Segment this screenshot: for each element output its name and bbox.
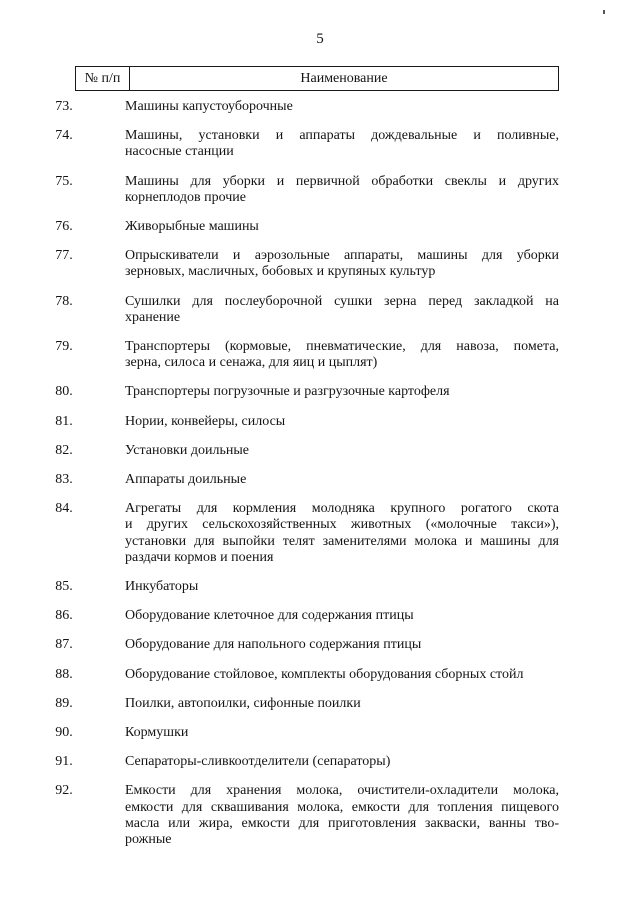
page-number: 5 xyxy=(316,31,324,47)
item-number: 76. xyxy=(55,219,73,235)
item-number: 75. xyxy=(55,173,73,189)
item-number: 80. xyxy=(55,384,73,400)
list-item xyxy=(0,294,640,326)
item-name-line: зерновых, масличных, бобовых и крупяных культур xyxy=(125,264,436,280)
item-name xyxy=(125,219,559,235)
item-name-line: Аппараты доильные xyxy=(125,472,247,488)
list-item xyxy=(0,696,640,712)
item-number: 92. xyxy=(55,783,73,799)
item-name-line: Кормушки xyxy=(125,725,189,741)
item-name-line: Транспортеры (кормовые, пневматические, для навоза, помета, xyxy=(125,339,559,355)
list-item xyxy=(0,667,640,683)
item-name-line: Оборудование клеточное для содержания птицы xyxy=(125,608,414,624)
item-number: 82. xyxy=(55,442,73,458)
item-name xyxy=(125,725,559,741)
list-item xyxy=(0,219,640,235)
item-name-line: Агрегаты для кормления молодняка крупного рогатого скота xyxy=(125,501,559,517)
item-name xyxy=(125,637,559,653)
item-name-line: масла или жира, емкости для приготовления закваски, ванны тво- xyxy=(125,815,559,831)
item-name xyxy=(125,248,559,280)
item-name-line: Оборудование для напольного содержания птицы xyxy=(125,637,422,653)
item-name-line: Емкости для хранения молока, очистители-охладители молока, xyxy=(125,783,559,799)
item-name xyxy=(125,174,559,206)
list-item xyxy=(0,608,640,624)
item-number: 79. xyxy=(55,339,73,355)
item-name xyxy=(125,99,559,115)
item-name xyxy=(125,667,559,683)
item-name xyxy=(125,754,559,770)
items-list xyxy=(0,99,640,861)
item-name xyxy=(125,501,559,566)
item-name xyxy=(125,783,559,848)
item-name xyxy=(125,128,559,160)
item-name-line: насосные станции xyxy=(125,144,234,160)
item-name xyxy=(125,579,559,595)
item-name-line: Оборудование стойловое, комплекты оборудования сборных стойл xyxy=(125,666,524,682)
item-number: 89. xyxy=(55,695,73,711)
item-name xyxy=(125,339,559,371)
item-name-line: Поилки, автопоилки, сифонные поилки xyxy=(125,695,361,711)
item-name-line: Машины, установки и аппараты дождевальные и поливные, xyxy=(125,128,559,144)
item-name-line: Сепараторы-сливкоотделители (сепараторы) xyxy=(125,754,391,770)
list-item xyxy=(0,339,640,371)
column-header-number: № п/п xyxy=(76,67,130,90)
item-name-line: Машины для уборки и первичной обработки свеклы и других xyxy=(125,173,559,189)
item-name xyxy=(125,294,559,326)
item-name-line: хранение xyxy=(125,309,181,325)
item-number: 87. xyxy=(55,637,73,653)
item-name-line: и других сельскохозяйственных животных («молочные такси»), xyxy=(125,517,559,533)
scan-mark xyxy=(603,10,605,14)
item-name-line: корнеплодов прочие xyxy=(125,189,246,205)
item-number: 73. xyxy=(55,99,73,114)
item-name-line: зерна, силоса и сенажа, для яиц и цыплят) xyxy=(125,355,378,371)
item-name-line: Нории, конвейеры, силосы xyxy=(125,413,286,429)
item-name xyxy=(125,414,559,430)
item-name-line: Инкубаторы xyxy=(125,579,199,595)
list-item xyxy=(0,472,640,488)
list-item xyxy=(0,637,640,653)
item-name-line: Опрыскиватели и аэрозольные аппараты, машины для уборки xyxy=(125,248,559,264)
list-item xyxy=(0,725,640,741)
item-number: 74. xyxy=(55,128,73,144)
item-number: 81. xyxy=(55,413,73,429)
list-item xyxy=(0,443,640,459)
item-number: 78. xyxy=(55,293,73,309)
item-number: 88. xyxy=(55,666,73,682)
list-item xyxy=(0,501,640,566)
item-name-line: Сушилки для послеуборочной сушки зерна перед закладкой на xyxy=(125,293,559,309)
item-name xyxy=(125,608,559,624)
item-name xyxy=(125,384,559,400)
item-name xyxy=(125,696,559,712)
list-item xyxy=(0,174,640,206)
list-item xyxy=(0,783,640,848)
item-name-line: Машины капустоуборочные xyxy=(125,99,293,114)
table-header xyxy=(75,66,559,91)
item-number: 86. xyxy=(55,608,73,624)
item-name xyxy=(125,443,559,459)
list-item xyxy=(0,248,640,280)
item-name xyxy=(125,472,559,488)
item-number: 91. xyxy=(55,754,73,770)
list-item xyxy=(0,99,640,115)
list-item xyxy=(0,128,640,160)
column-header-name: Наименование xyxy=(300,70,388,86)
item-name-line: Установки доильные xyxy=(125,442,249,458)
item-number: 84. xyxy=(55,501,73,517)
item-number: 90. xyxy=(55,725,73,741)
item-number: 85. xyxy=(55,579,73,595)
list-item xyxy=(0,754,640,770)
list-item xyxy=(0,384,640,400)
item-name-line: емкости для сквашивания молока, емкости для топления пищевого xyxy=(125,799,559,815)
item-name-line: Транспортеры погрузочные и разгрузочные картофеля xyxy=(125,384,450,400)
item-number: 83. xyxy=(55,472,73,488)
list-item xyxy=(0,414,640,430)
item-number: 77. xyxy=(55,248,73,264)
item-name-line: установки для выпойки телят заменителями молока и машины для xyxy=(125,533,559,549)
list-item xyxy=(0,579,640,595)
item-name-line: рожные xyxy=(125,832,172,848)
item-name-line: Живорыбные машины xyxy=(125,219,259,235)
item-name-line: раздачи кормов и поения xyxy=(125,549,274,565)
